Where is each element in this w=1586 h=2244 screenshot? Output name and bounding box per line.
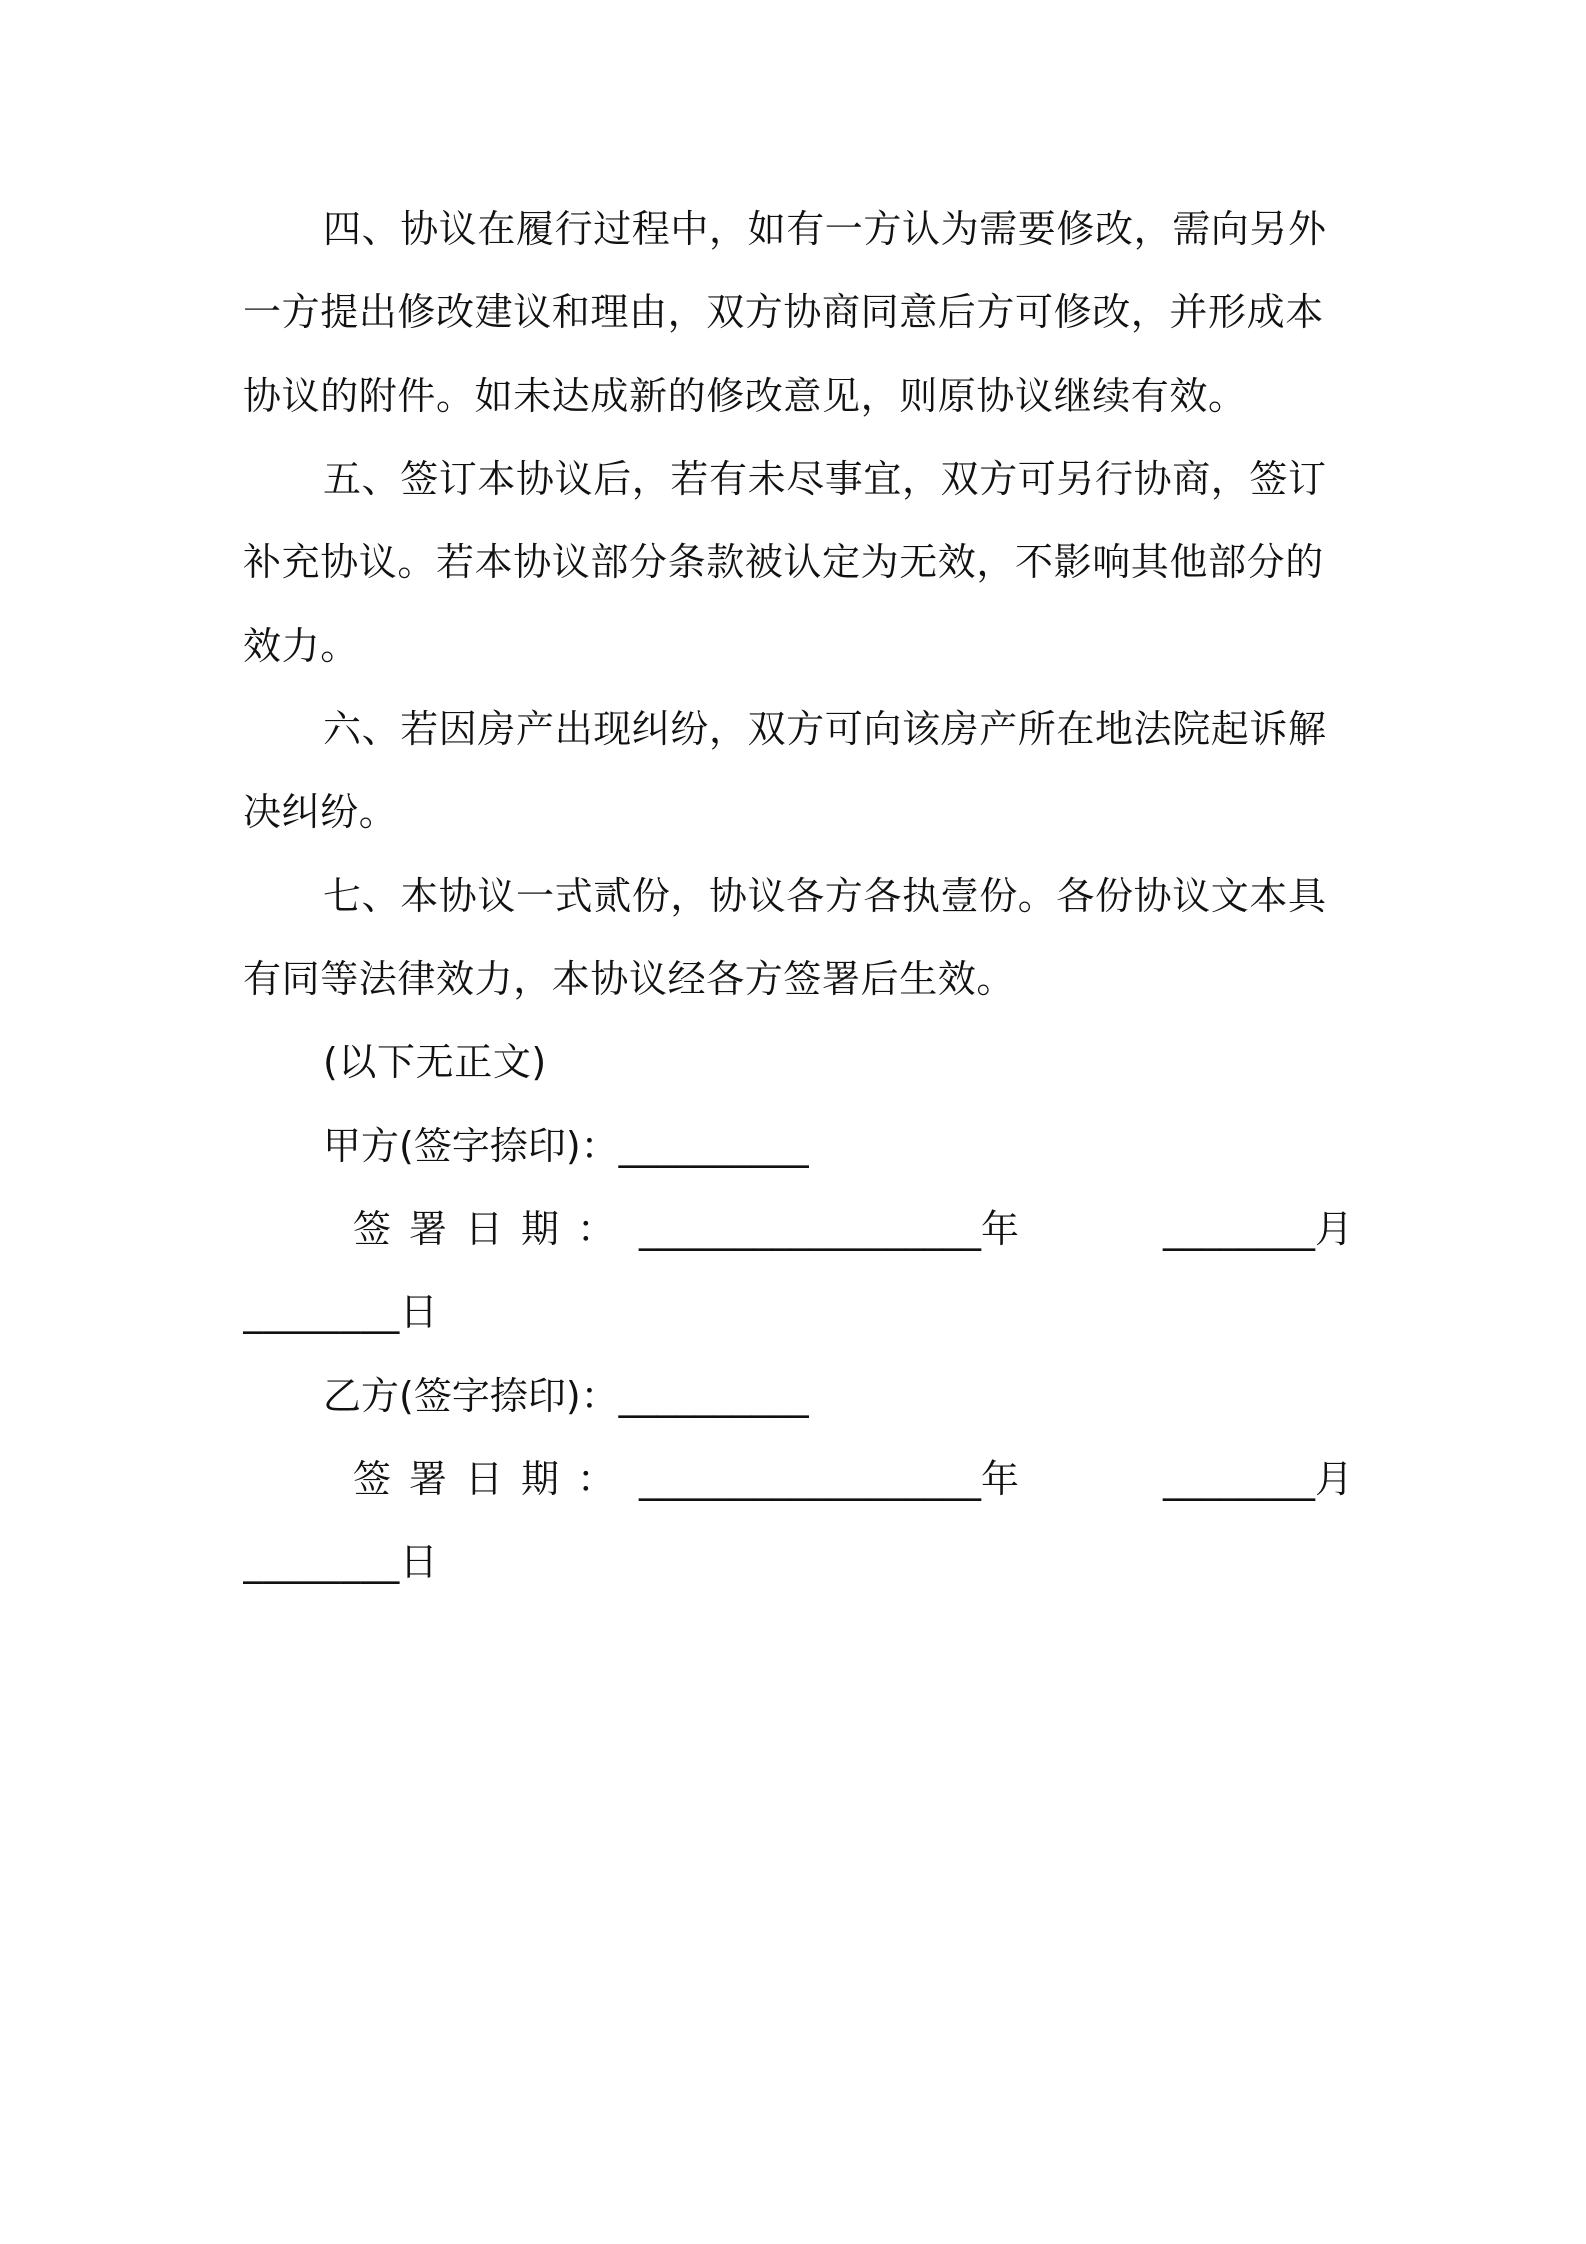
party-a-day-line: ________日 bbox=[243, 1290, 439, 1334]
clause-4-line-3: 协议的附件。如未达成新的修改意见，则原协议继续有效。 bbox=[243, 374, 1247, 418]
clause-5-line-3: 效力。 bbox=[243, 624, 359, 668]
party-b-day-line: ________日 bbox=[243, 1540, 439, 1584]
party-a-year-blank: __________________年 bbox=[639, 1207, 1020, 1251]
party-b-date-row bbox=[353, 1455, 1353, 1503]
party-a-signature-line: 甲方(签字捺印)：__________ bbox=[323, 1124, 809, 1168]
party-a-date-row bbox=[353, 1205, 1353, 1253]
clause-4-line-1: 四、协议在履行过程中，如有一方认为需要修改，需向另外 bbox=[323, 207, 1327, 251]
party-b-year-blank: __________________年 bbox=[639, 1457, 1020, 1501]
party-b-signature-line: 乙方(签字捺印)：__________ bbox=[323, 1374, 809, 1418]
party-b-date-label: 签署日期： bbox=[353, 1457, 634, 1501]
clause-6-line-1: 六、若因房产出现纠纷，双方可向该房产所在地法院起诉解 bbox=[323, 707, 1327, 751]
clause-4-line-2: 一方提出修改建议和理由，双方协商同意后方可修改，并形成本 bbox=[243, 290, 1324, 334]
clause-5-line-1: 五、签订本协议后，若有未尽事宜，双方可另行协商，签订 bbox=[323, 457, 1327, 501]
no-more-text: (以下无正文) bbox=[323, 1040, 547, 1084]
party-a-month-blank: ________月 bbox=[1162, 1207, 1353, 1251]
clause-7-line-1: 七、本协议一式贰份，协议各方各执壹份。各份协议文本具 bbox=[323, 874, 1327, 918]
party-b-month-blank: ________月 bbox=[1162, 1457, 1353, 1501]
clause-5-line-2: 补充协议。若本协议部分条款被认定为无效，不影响其他部分的 bbox=[243, 540, 1324, 584]
clause-6-line-2: 决纠纷。 bbox=[243, 790, 398, 834]
clause-7-line-2: 有同等法律效力，本协议经各方签署后生效。 bbox=[243, 957, 1016, 1001]
party-a-date-label: 签署日期： bbox=[353, 1207, 634, 1251]
